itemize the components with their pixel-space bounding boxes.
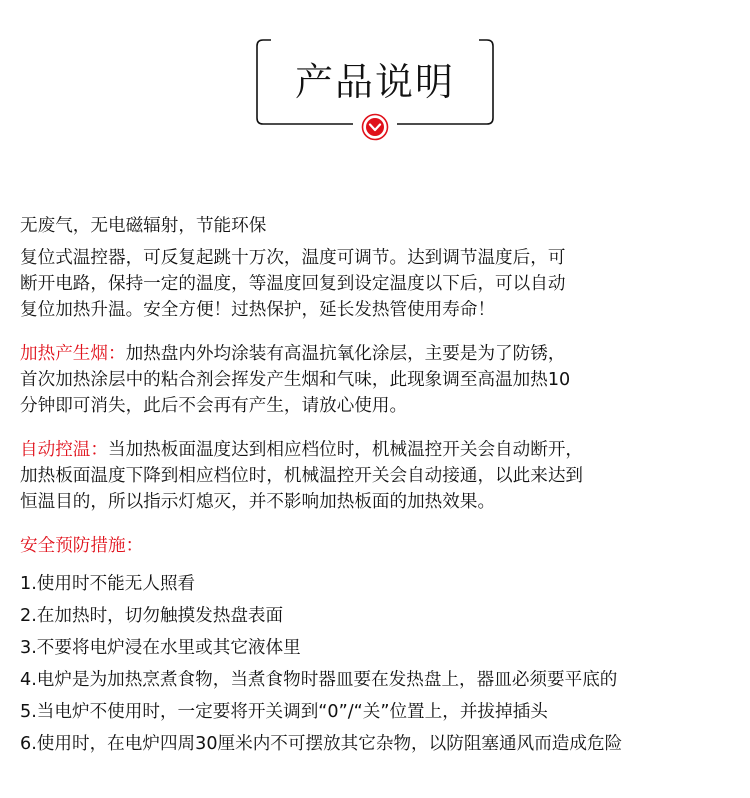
- smoke-label: 加热产生烟：: [20, 344, 126, 364]
- chevron-down-icon: [361, 113, 389, 141]
- intro-line: 无废气，无电磁辐射，节能环保: [20, 216, 267, 236]
- smoke-text: 加热盘内外均涂装有高温抗氧化涂层，主要是为了防锈，: [125, 344, 566, 364]
- safety-item: 3.不要将电炉浸在水里或其它液体里: [20, 638, 301, 658]
- intro-paragraph-line: 断开电路，保持一定的温度，等温度回复到设定温度以下后，可以自动: [20, 274, 566, 294]
- safety-item: 2.在加热时，切勿触摸发热盘表面: [20, 606, 284, 626]
- smoke-paragraph-line: 分钟即可消失，此后不会再有产生，请放心使用。: [20, 396, 408, 416]
- content: [20, 213, 740, 757]
- intro-paragraph-line: 复位加热升温。安全方便！过热保护，延长发热管使用寿命！: [20, 300, 496, 320]
- safety-item: 4.电炉是为加热烹煮食物，当煮食物时器皿要在发热盘上，器皿必须要平底的: [20, 670, 618, 690]
- safety-item: 5.当电炉不使用时，一定要将开关调到“0”/“关”位置上，并拔掉插头: [20, 702, 548, 722]
- auto-temp-paragraph-line: 加热板面温度下降到相应档位时，机械温控开关会自动接通，以此来达到: [20, 466, 584, 486]
- smoke-paragraph-line: [20, 341, 740, 367]
- auto-temp-paragraph-line: [20, 437, 740, 463]
- auto-temp-paragraph-line: 恒温目的，所以指示灯熄灭，并不影响加热板面的加热效果。: [20, 492, 496, 512]
- smoke-paragraph-line: 首次加热涂层中的粘合剂会挥发产生烟和气味，此现象调至高温加热10: [20, 370, 571, 390]
- auto-temp-label: 自动控温：: [20, 440, 108, 460]
- safety-heading: 安全预防措施：: [20, 536, 144, 556]
- safety-item: 6.使用时，在电炉四周30厘米内不可摆放其它杂物，以防阻塞通风而造成危险: [20, 734, 623, 754]
- safety-item: 1.使用时不能无人照看: [20, 574, 196, 594]
- intro-paragraph-line: 复位式温控器，可反复起跳十万次，温度可调节。达到调节温度后，可: [20, 248, 566, 268]
- page-title: 产品说明: [294, 60, 455, 104]
- auto-temp-text: 当加热板面温度达到相应档位时，机械温控开关会自动断开，: [107, 440, 584, 460]
